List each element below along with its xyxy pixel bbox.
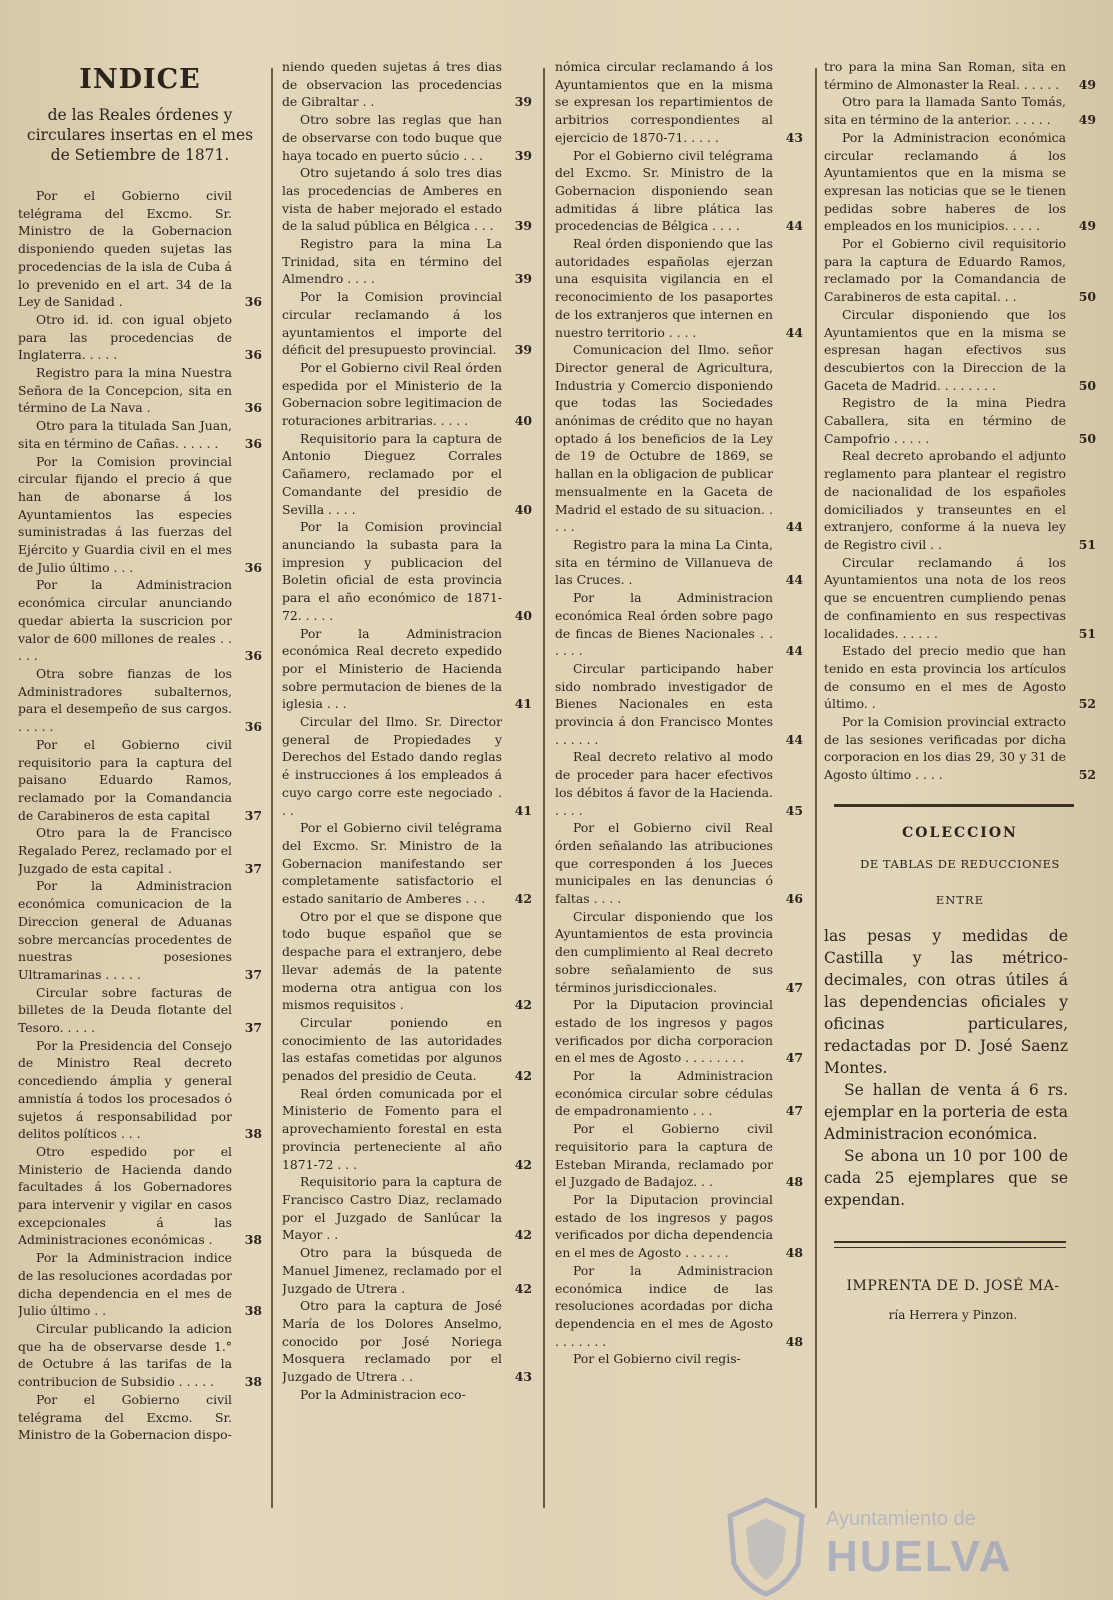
entry-text: Real decreto relativo al modo de proceder para hacer efectivos los débitos á favor de la Hacienda. . . . . bbox=[555, 749, 773, 818]
entry-text: Por el Gobierno civil Real órden espedida por el Ministerio de la Gobernacion sobre legitimacion de roturaciones arbitrarias. . . . . bbox=[282, 359, 502, 429]
entry-page-number: 48 bbox=[785, 1333, 803, 1349]
index-entry bbox=[18, 877, 262, 983]
entry-text: Por el Gobierno civil telégrama del Excmo. Sr. Ministro de la Gobernacion disponiendo queden sujetas las procedencias de la isla de Cuba á lo prevenido en el art. 34 de la Ley de Sanidad . bbox=[18, 188, 232, 310]
index-entry bbox=[555, 996, 803, 1067]
index-entry bbox=[282, 1085, 532, 1174]
entry-text: Otro para la llamada Santo Tomás, sita en término de la anterior. . . . . . bbox=[824, 94, 1066, 128]
entry-page-number: 42 bbox=[514, 1156, 532, 1172]
entry-text: Estado del precio medio que han tenido en esta provincia los artículos de consumo en el mes de Agosto último. . bbox=[824, 643, 1066, 712]
index-entry bbox=[824, 642, 1096, 713]
entry-page-number: 43 bbox=[514, 1369, 532, 1385]
index-entry bbox=[282, 819, 532, 908]
index-entry bbox=[824, 93, 1096, 128]
entry-text: Por el Gobierno civil regis- bbox=[573, 1351, 741, 1367]
entry-text: Circular del Ilmo. Sr. Director general de Propiedades y Derechos del Estado dando reglas é instrucciones á los empleados á cuyo cargo corre este negociado . . . bbox=[282, 714, 502, 818]
entry-page-number: 36 bbox=[244, 294, 262, 310]
entry-text: Por la Comision provincial circular reclamando á los ayuntamientos el importe del déficit del presupuesto provincial. bbox=[282, 289, 502, 358]
entry-text: Por la Administracion económica comunicacion de la Direccion general de Aduanas sobre mercancías procedentes de nuestras posesiones Ultramarinas . . . . . bbox=[18, 878, 232, 982]
entry-page-number: 50 bbox=[1078, 289, 1096, 305]
entry-text: Por la Administracion económica circular anunciando quedar abierta la suscricion por valor de 600 millones de reales . . . . . bbox=[18, 577, 232, 664]
entry-page-number: 38 bbox=[244, 1303, 262, 1319]
entry-text: Real decreto aprobando el adjunto reglamento para plantear el registro de nacionalidad de los españoles domiciliados y transeuntes en el extranjero, conforme á la nueva ley de Registro civil . . bbox=[824, 448, 1066, 552]
index-entry bbox=[282, 1244, 532, 1297]
entry-page-number: 47 bbox=[785, 979, 803, 995]
section-divider-double bbox=[834, 1241, 1066, 1248]
entry-text: Otro por el que se dispone que todo buque español que se despache para el extranjero, debe llevar además de la patente moderna otra antigua con los mismos requisitos . bbox=[282, 908, 502, 1013]
column-2 bbox=[282, 58, 532, 1588]
entry-text: Registro para la mina La Cinta, sita en término de Villanueva de las Cruces. . bbox=[555, 536, 773, 588]
entry-page-number: 44 bbox=[785, 572, 803, 588]
index-entry bbox=[282, 908, 532, 1014]
index-entry bbox=[824, 129, 1096, 235]
index-entry bbox=[282, 1173, 532, 1244]
index-entry bbox=[555, 1350, 773, 1368]
entry-page-number: 44 bbox=[785, 643, 803, 659]
entry-page-number: 47 bbox=[785, 1050, 803, 1066]
index-entry bbox=[282, 713, 532, 819]
index-entry bbox=[282, 164, 532, 235]
entry-text: Por la Administracion eco- bbox=[300, 1386, 466, 1402]
entry-page-number: 49 bbox=[1078, 76, 1096, 92]
entry-page-number: 39 bbox=[514, 147, 532, 163]
index-entry bbox=[555, 748, 803, 819]
entry-text: Por el Gobierno civil Real órden señalando las atribuciones que corresponden á los Jueces municipales en las denuncias ó faltas . . . . bbox=[555, 820, 773, 907]
index-entry bbox=[282, 518, 532, 624]
index-entry bbox=[282, 1014, 532, 1085]
entry-text: Por la Comision provincial anunciando la subasta para la impresion y publicacion del Boletin oficial de esta provincia para el año económico de 1871-72. . . . . bbox=[282, 519, 502, 623]
index-entry bbox=[282, 288, 532, 359]
entry-text: Por la Comision provincial circular fijando el precio á que han de abonarse á los Ayuntamientos las especies suministradas á las fuerzas del Ejército y Guardia civil en el mes de Julio último . . . bbox=[18, 453, 232, 575]
entry-text: Otro sujetando á solo tres dias las procedencias de Amberes en vista de haber mejorado el estado de la salud pública en Bélgica . . . bbox=[282, 165, 502, 234]
entry-page-number: 41 bbox=[514, 802, 532, 818]
entry-text: Registro para la mina La Trinidad, sita en término del Almendro . . . . bbox=[282, 236, 502, 287]
entry-page-number: 38 bbox=[244, 1232, 262, 1248]
city-emblem-icon bbox=[716, 1494, 816, 1598]
column-rule bbox=[271, 68, 273, 1508]
index-entry bbox=[282, 1297, 532, 1386]
entry-page-number: 36 bbox=[244, 347, 262, 363]
entry-text: Otro para la captura de José María de los Dolores Anselmo, conocido por José Noriega Mosquera reclamado por el Juzgado de Utrera . . bbox=[282, 1298, 502, 1385]
index-entry bbox=[824, 554, 1096, 643]
entry-text: Circular poniendo en conocimiento de las autoridades las estafas cometidas por algunos penados del presidio de Ceuta. bbox=[282, 1014, 502, 1084]
index-entry bbox=[18, 1037, 262, 1143]
entry-text: Circular disponiendo que los Ayuntamientos que en la misma se espresan hagan efectivos sus descubiertos con la Direccion de la Gaceta de Madrid. . . . . . . . bbox=[824, 306, 1066, 393]
entry-page-number: 45 bbox=[785, 802, 803, 818]
index-entry bbox=[555, 147, 803, 236]
entry-text: Por el Gobierno civil telégrama del Excmo. Sr. Ministro de la Gobernacion manifestando ser completamente satisfactorio el estado sanitario de Amberes . . . bbox=[282, 820, 502, 907]
index-entry bbox=[555, 1262, 803, 1351]
entry-text: Registro de la mina Piedra Caballera, sita en término de Campofrio . . . . . bbox=[824, 395, 1066, 446]
entry-text: Por el Gobierno civil telégrama del Excmo. Sr. Ministro de la Gobernacion disponiendo sean admitidas á libre plática las procedencias de Bélgica . . . . bbox=[555, 147, 773, 234]
entry-text: Comunicacion del Ilmo. señor Director general de Agricultura, Industria y Comercio disponiendo que todas las Sociedades anónimas de crédito que no hayan optado á los beneficios de la Ley de 19 de Octubre de 1869, se hallan en la obligacion de publicar mensualmente en la Gaceta de Madrid el estado de su situacion. . . . . bbox=[555, 342, 773, 535]
entry-page-number: 44 bbox=[785, 731, 803, 747]
entry-text: Otro para la de Francisco Regalado Perez, reclamado por el Juzgado de esta capital . bbox=[18, 825, 232, 876]
entry-page-number: 37 bbox=[244, 807, 262, 823]
entry-page-number: 47 bbox=[785, 1103, 803, 1119]
entry-page-number: 50 bbox=[1078, 377, 1096, 393]
entry-page-number: 46 bbox=[785, 891, 803, 907]
entry-text: Registro para la mina Nuestra Señora de la Concepcion, sita en término de La Nava . bbox=[18, 365, 232, 416]
entry-page-number: 42 bbox=[514, 997, 532, 1013]
entry-text: Circular disponiendo que los Ayuntamientos de esta provincia den cumplimiento al Real decreto sobre señalamiento de sus términos jurisdiccionales. bbox=[555, 908, 773, 995]
index-title: INDICE bbox=[79, 64, 201, 95]
column-rule bbox=[543, 68, 545, 1508]
index-entry bbox=[282, 111, 532, 164]
column-1 bbox=[18, 58, 262, 1588]
entry-page-number: 44 bbox=[785, 519, 803, 535]
entry-page-number: 50 bbox=[1078, 430, 1096, 446]
index-entry bbox=[18, 311, 262, 364]
entry-page-number: 36 bbox=[244, 559, 262, 575]
index-entry bbox=[18, 1249, 262, 1320]
index-entry bbox=[555, 536, 803, 589]
entry-page-number: 37 bbox=[244, 860, 262, 876]
index-entry bbox=[824, 306, 1096, 395]
entry-page-number: 38 bbox=[244, 1374, 262, 1390]
index-entry bbox=[824, 58, 1096, 93]
entry-page-number: 48 bbox=[785, 1245, 803, 1261]
entry-text: Por la Presidencia del Consejo de Ministro Real decreto concediendo ámplia y general amnistía á todos los procesados ó sujetos á responsabilidad por delitos políticos . . . bbox=[18, 1037, 232, 1142]
index-entry bbox=[18, 417, 262, 452]
watermark-line-1: Ayuntamiento de bbox=[826, 1508, 976, 1530]
index-entry bbox=[18, 665, 262, 736]
entry-page-number: 40 bbox=[514, 413, 532, 429]
index-entry bbox=[555, 819, 803, 908]
entry-text: Circular sobre facturas de billetes de la Deuda flotante del Tesoro. . . . . bbox=[18, 984, 232, 1036]
index-entry bbox=[555, 235, 803, 341]
entry-page-number: 39 bbox=[514, 218, 532, 234]
entry-text: Real órden disponiendo que las autoridades españolas ejerzan una esquisita vigilancia en el reconocimiento de los pasaportes de los extranjeros que internen en nuestro territorio . . . . bbox=[555, 236, 773, 340]
imprenta-line-2: ría Herrera y Pinzon. bbox=[888, 1307, 1018, 1322]
index-subtitle: de las Reales órdenes y circulares insertas en el mes de Setiembre de 1871. bbox=[26, 106, 254, 164]
index-entry bbox=[282, 58, 532, 111]
section-divider bbox=[834, 804, 1074, 807]
entry-text: Circular reclamando á los Ayuntamientos una nota de los reos que se encuentren cumpliendo penas de confinamiento en sus respectivas localidades. . . . . . bbox=[824, 554, 1066, 641]
entry-page-number: 44 bbox=[785, 218, 803, 234]
entry-page-number: 36 bbox=[244, 719, 262, 735]
entry-text: Por el Gobierno civil telégrama del Excmo. Sr. Ministro de la Gobernacion dispo- bbox=[18, 1391, 232, 1443]
column-rule bbox=[815, 68, 817, 1508]
coleccion-body bbox=[824, 925, 1068, 1211]
index-entry bbox=[555, 1191, 803, 1262]
column-4 bbox=[824, 58, 1096, 1588]
entry-page-number: 48 bbox=[785, 1174, 803, 1190]
entry-page-number: 49 bbox=[1078, 112, 1096, 128]
entry-text: Requisitorio para la captura de Antonio Dieguez Corrales Cañamero, reclamado por el Comandante del presidio de Sevilla . . . . bbox=[282, 430, 502, 517]
index-entry bbox=[282, 1386, 502, 1404]
coleccion-title: COLECCION bbox=[902, 824, 1018, 841]
index-entry bbox=[18, 984, 262, 1037]
entry-page-number: 38 bbox=[244, 1126, 262, 1142]
index-entry bbox=[18, 736, 262, 825]
index-entry bbox=[282, 235, 532, 288]
entry-text: Requisitorio para la captura de Francisco Castro Diaz, reclamado por el Juzgado de Sanlúcar la Mayor . . bbox=[282, 1174, 502, 1243]
index-entry bbox=[18, 1391, 232, 1444]
index-entry bbox=[18, 824, 262, 877]
entry-text: Por la Administracion indice de las resoluciones acordadas por dicha dependencia en el mes de Julio último . . bbox=[18, 1250, 232, 1319]
index-entry bbox=[555, 908, 803, 997]
entry-page-number: 49 bbox=[1078, 218, 1096, 234]
coleccion-subtitle: DE TABLAS DE REDUCCIONES bbox=[860, 856, 1060, 871]
watermark bbox=[820, 1498, 1110, 1598]
index-entry bbox=[555, 341, 803, 536]
imprenta-line-1: IMPRENTA DE D. JOSÉ MA- bbox=[846, 1277, 1060, 1294]
entry-text: Por la Administracion económica Real decreto expedido por el Ministerio de Hacienda sobre permutacion de bienes de la iglesia . . . bbox=[282, 625, 502, 712]
entry-text: Otro sobre las reglas que han de observarse con todo buque que haya tocado en puerto súcio . . . bbox=[282, 112, 502, 163]
entry-page-number: 44 bbox=[785, 324, 803, 340]
index-entry bbox=[824, 394, 1096, 447]
index-entry bbox=[282, 625, 532, 714]
coleccion-entre: ENTRE bbox=[935, 892, 985, 907]
entry-page-number: 37 bbox=[244, 966, 262, 982]
entry-text: Circular participando haber sido nombrado investigador de Bienes Nacionales en esta provincia á don Francisco Montes . . . . . . bbox=[555, 660, 773, 747]
entry-text: nómica circular reclamando á los Ayuntamientos que en la misma se expresan los repartimientos de arbitrios correspondientes al ejercicio de 1870-71. . . . . bbox=[555, 59, 773, 145]
index-entry bbox=[555, 1120, 803, 1191]
watermark-line-2: HUELVA bbox=[826, 1532, 1013, 1581]
entry-page-number: 42 bbox=[514, 1280, 532, 1296]
entry-text: Otro para la titulada San Juan, sita en término de Cañas. . . . . . bbox=[18, 418, 232, 451]
index-entry bbox=[282, 359, 532, 430]
entry-text: Por la Administracion económica circular reclamando á los Ayuntamientos que en la misma se expresan las noticias que se le tienen pedidas sobre haberes de los empleados en los municipios. . . . . bbox=[824, 129, 1066, 234]
entry-text: Por la Comision provincial extracto de las sesiones verificadas por dicha corporacion en los dias 29, 30 y 31 de Agosto último . . . . bbox=[824, 714, 1066, 783]
entry-page-number: 37 bbox=[244, 1020, 262, 1036]
index-entry bbox=[824, 713, 1096, 784]
entry-page-number: 40 bbox=[514, 501, 532, 517]
entry-page-number: 42 bbox=[514, 891, 532, 907]
entry-text: Otro para la búsqueda de Manuel Jimenez, reclamado por el Juzgado de Utrera . bbox=[282, 1245, 502, 1296]
index-entry bbox=[824, 447, 1096, 553]
entry-text: tro para la mina San Roman, sita en término de Almonaster la Real. . . . . . bbox=[824, 59, 1066, 92]
entry-text: Por el Gobierno civil requisitorio para la captura de Esteban Miranda, reclamado por el Juzgado de Badajoz. . . bbox=[555, 1121, 773, 1190]
entry-text: Otro espedido por el Ministerio de Hacienda dando facultades á los Gobernadores para intervenir y vigilar en casos excepcionales á las Administraciones económicas . bbox=[18, 1143, 232, 1248]
entry-page-number: 43 bbox=[785, 129, 803, 145]
entry-text: Otro id. id. con igual objeto para las procedencias de Inglaterra. . . . . bbox=[18, 311, 232, 363]
index-entry bbox=[18, 364, 262, 417]
entry-text: Real órden comunicada por el Ministerio de Fomento para el aprovechamiento forestal en esta provincia perteneciente al año 1871-72 . . . bbox=[282, 1085, 502, 1172]
coleccion-venta: Se hallan de venta á 6 rs. ejemplar en la porteria de esta Administracion económica. bbox=[824, 1080, 1068, 1143]
entry-page-number: 40 bbox=[514, 607, 532, 623]
entry-page-number: 36 bbox=[244, 400, 262, 416]
entry-page-number: 36 bbox=[244, 435, 262, 451]
index-entry bbox=[555, 589, 803, 660]
entry-page-number: 52 bbox=[1078, 767, 1096, 783]
coleccion-description: las pesas y medidas de Castilla y las métrico-decimales, con otras útiles á las dependencias oficiales y oficinas particulares, redactadas por D. José Saenz Montes. bbox=[824, 926, 1068, 1077]
index-entry bbox=[18, 453, 262, 577]
entry-text: Por la Administracion económica indice de las resoluciones acordadas por dicha dependencia en el mes de Agosto . . . . . . . bbox=[555, 1262, 773, 1349]
entry-text: Por el Gobierno civil requisitorio para la captura del paisano Eduardo Ramos, reclamado por la Comandancia de Carabineros de esta capital bbox=[18, 736, 232, 823]
index-entry bbox=[282, 430, 532, 519]
index-entry bbox=[18, 1143, 262, 1249]
entry-page-number: 41 bbox=[514, 696, 532, 712]
entry-page-number: 51 bbox=[1078, 536, 1096, 552]
index-entry bbox=[555, 58, 803, 147]
entry-text: Por la Administracion económica circular sobre cédulas de empadronamiento . . . bbox=[555, 1068, 773, 1119]
entry-text: Por el Gobierno civil requisitorio para la captura de Eduardo Ramos, reclamado por la Comandancia de Carabineros de esta capital. . . bbox=[824, 236, 1066, 305]
entry-page-number: 39 bbox=[514, 94, 532, 110]
index-entry bbox=[555, 1067, 803, 1120]
entry-text: Por la Administracion económica Real órden sobre pago de fincas de Bienes Nacionales . . . . . . bbox=[555, 590, 773, 659]
coleccion-abono: Se abona un 10 por 100 de cada 25 ejemplares que se expendan. bbox=[824, 1146, 1068, 1209]
index-entry bbox=[555, 660, 803, 749]
entry-text: Por la Diputacion provincial estado de los ingresos y pagos verificados por dicha dependencia en el mes de Agosto . . . . . . bbox=[555, 1192, 773, 1261]
column-3 bbox=[555, 58, 803, 1588]
entry-page-number: 39 bbox=[514, 271, 532, 287]
index-entry bbox=[18, 187, 262, 311]
entry-page-number: 36 bbox=[244, 648, 262, 664]
entry-text: niendo queden sujetas á tres dias de observacion las procedencias de Gibraltar . . bbox=[282, 59, 502, 110]
entry-page-number: 51 bbox=[1078, 625, 1096, 641]
index-entry bbox=[18, 576, 262, 665]
entry-page-number: 52 bbox=[1078, 696, 1096, 712]
entry-text: Otra sobre fianzas de los Administradores subalternos, para el desempeño de sus cargos. . . . . . bbox=[18, 665, 232, 735]
entry-page-number: 42 bbox=[514, 1227, 532, 1243]
entry-page-number: 39 bbox=[514, 342, 532, 358]
entry-text: Por la Diputacion provincial estado de los ingresos y pagos verificados por dicha corporacion en el mes de Agosto . . . . . . . . bbox=[555, 997, 773, 1066]
index-entry bbox=[18, 1320, 262, 1391]
entry-text: Circular publicando la adicion que ha de observarse desde 1.° de Octubre á las tarifas de la contribucion de Subsidio . . . . . bbox=[18, 1321, 232, 1390]
index-entry bbox=[824, 235, 1096, 306]
entry-page-number: 42 bbox=[514, 1068, 532, 1084]
